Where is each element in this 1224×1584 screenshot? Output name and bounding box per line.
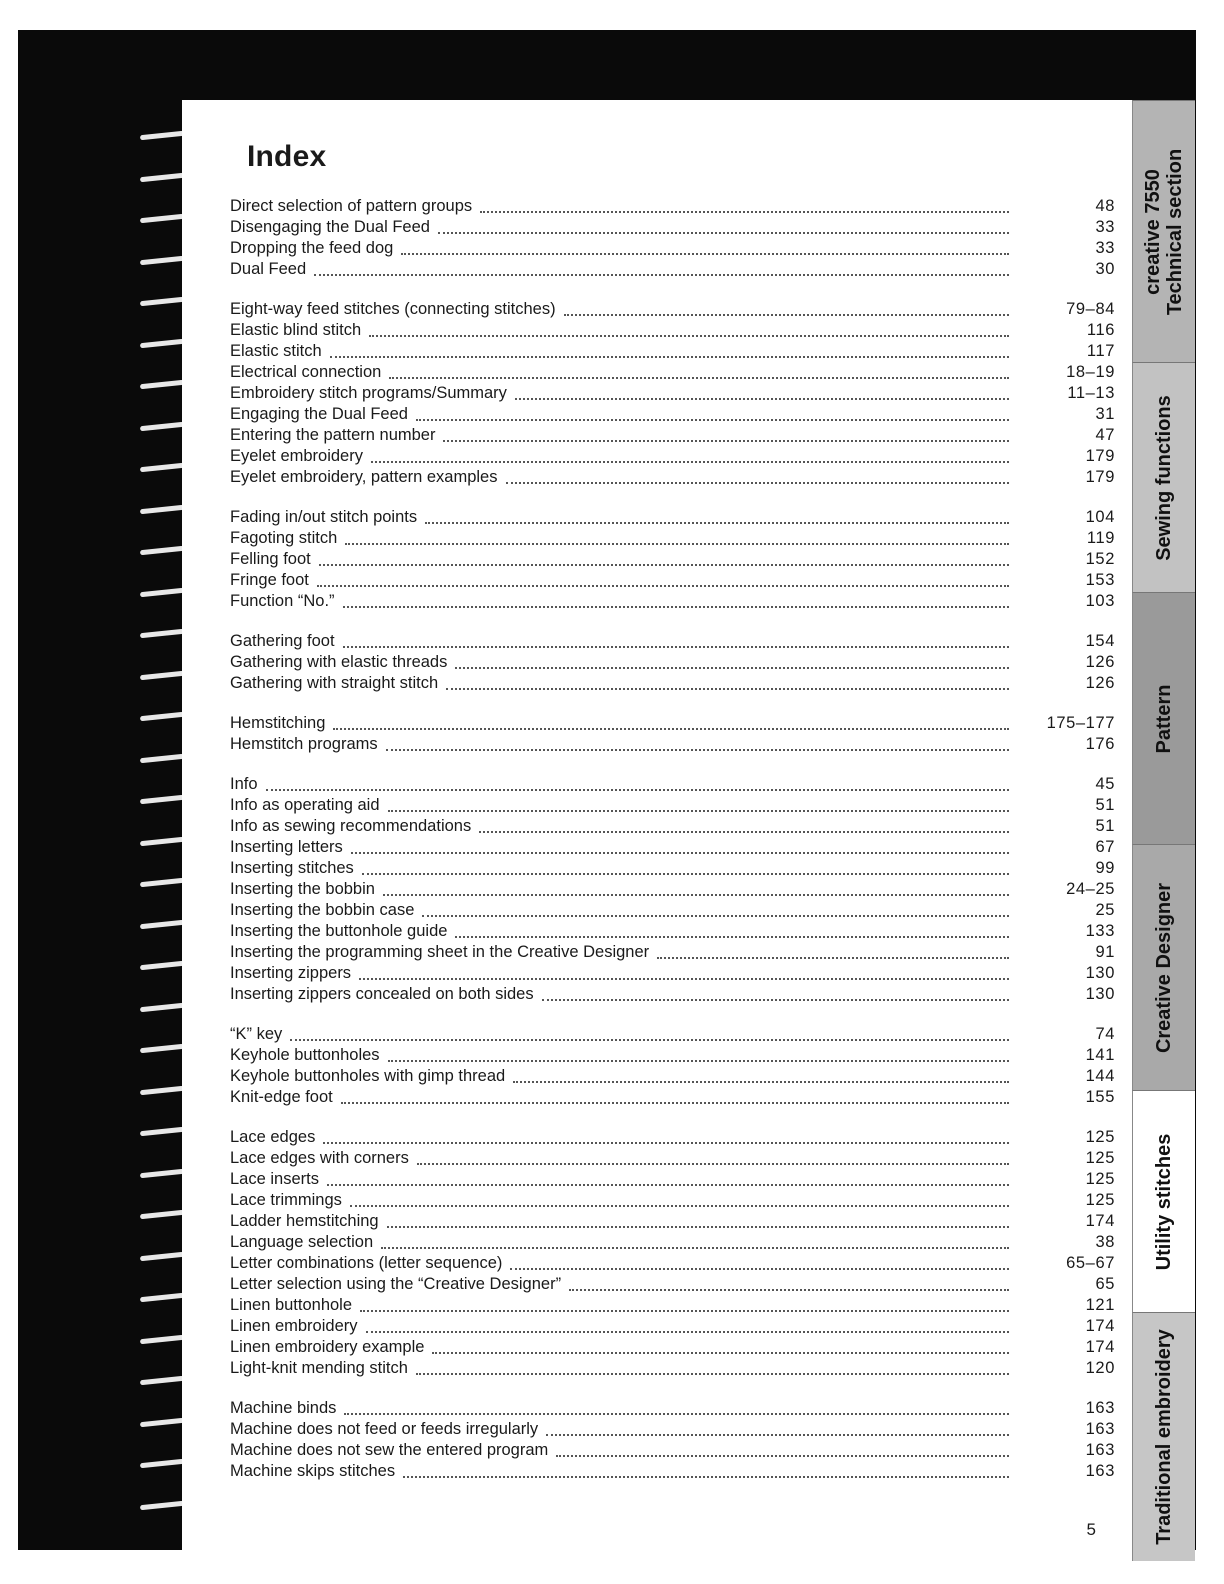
index-entry-label: Elastic stitch: [230, 342, 322, 360]
dot-leader: [371, 457, 1009, 463]
index-entry-label: Inserting the bobbin case: [230, 901, 415, 919]
dot-leader: [387, 1222, 1009, 1228]
index-entry: [230, 1045, 1115, 1066]
section-tab-label: [1142, 149, 1186, 315]
index-entry-label: Keyhole buttonholes: [230, 1046, 380, 1064]
index-entry-label: Machine does not sew the entered program: [230, 1441, 549, 1459]
index-entry-label: Keyhole buttonholes with gimp thread: [230, 1067, 506, 1085]
index-entry: [230, 1337, 1115, 1358]
index-entry-label: Inserting the buttonhole guide: [230, 922, 448, 940]
dot-leader: [432, 1348, 1009, 1354]
index-entry-label: Fading in/out stitch points: [230, 508, 418, 526]
index-entry-label: Dual Feed: [230, 260, 307, 278]
dot-leader: [515, 394, 1009, 400]
dot-leader: [506, 478, 1010, 484]
dot-leader: [343, 602, 1009, 608]
index-entry-label: Embroidery stitch programs/Summary: [230, 384, 507, 402]
index-entry-label: Eight-way feed stitches (connecting stitches): [230, 300, 556, 318]
index-entry: [230, 921, 1115, 942]
index-entry-page: 74: [1095, 1025, 1115, 1043]
index-list: [230, 196, 1115, 1501]
index-entry: [230, 858, 1115, 879]
section-tab[interactable]: [1132, 100, 1195, 363]
index-entry-page: 126: [1085, 674, 1115, 692]
dot-leader: [403, 1472, 1009, 1478]
index-entry-label: Disengaging the Dual Feed: [230, 218, 430, 236]
dot-leader: [323, 1138, 1009, 1144]
index-entry-page: 67: [1095, 838, 1115, 856]
dot-leader: [657, 953, 1009, 959]
section-tab[interactable]: [1132, 362, 1195, 593]
dot-leader: [546, 1430, 1009, 1436]
index-entry-page: 24–25: [1066, 880, 1115, 898]
index-entry-label: Eyelet embroidery, pattern examples: [230, 468, 498, 486]
index-entry-page: 179: [1085, 447, 1115, 465]
section-tab-line: Utility stitches: [1153, 1133, 1175, 1271]
index-entry: [230, 837, 1115, 858]
index-entry-page: 125: [1085, 1149, 1115, 1167]
index-entry-page: 33: [1095, 239, 1115, 257]
dot-leader: [389, 373, 1009, 379]
index-entry-label: Light-knit mending stitch: [230, 1359, 408, 1377]
dot-leader: [350, 1201, 1009, 1207]
index-entry: [230, 1066, 1115, 1087]
index-entry-page: 125: [1085, 1191, 1115, 1209]
index-entry: [230, 1461, 1115, 1482]
index-entry-label: Ladder hemstitching: [230, 1212, 379, 1230]
index-entry-label: Letter selection using the “Creative Designer”: [230, 1275, 562, 1293]
dot-leader: [556, 1451, 1009, 1457]
index-entry-label: Lace inserts: [230, 1170, 319, 1188]
index-entry: [230, 507, 1115, 528]
index-entry: [230, 1127, 1115, 1148]
section-tab-line: Creative Designer: [1153, 882, 1175, 1054]
index-entry-page: 120: [1085, 1359, 1115, 1377]
section-tab-line: Sewing functions: [1153, 395, 1175, 561]
section-tab-line: Pattern: [1153, 684, 1175, 754]
dot-leader: [542, 995, 1009, 1001]
index-entry: [230, 631, 1115, 652]
index-entry: [230, 1087, 1115, 1108]
dot-leader: [569, 1285, 1009, 1291]
dot-leader: [416, 415, 1009, 421]
index-entry: [230, 713, 1115, 734]
section-tab-label: [1153, 685, 1175, 754]
index-group: [230, 774, 1115, 1005]
index-entry-label: Fagoting stitch: [230, 529, 338, 547]
index-entry-label: Info as sewing recommendations: [230, 817, 472, 835]
index-entry-label: Machine does not feed or feeds irregularly: [230, 1420, 539, 1438]
index-entry: [230, 404, 1115, 425]
page-number: 5: [1086, 1520, 1096, 1539]
section-tab-label: [1153, 1329, 1175, 1545]
index-entry-page: 163: [1085, 1462, 1115, 1480]
index-entry-page: 51: [1095, 817, 1115, 835]
dot-leader: [362, 869, 1009, 875]
index-entry-label: Engaging the Dual Feed: [230, 405, 408, 423]
index-entry: [230, 1440, 1115, 1461]
index-entry-page: 99: [1095, 859, 1115, 877]
index-entry: [230, 259, 1115, 280]
dot-leader: [479, 827, 1009, 833]
index-entry-page: 133: [1085, 922, 1115, 940]
index-entry-page: 126: [1085, 653, 1115, 671]
dot-leader: [564, 310, 1009, 316]
dot-leader: [266, 785, 1009, 791]
index-entry-label: Felling foot: [230, 550, 311, 568]
index-entry: [230, 1398, 1115, 1419]
index-entry-page: 30: [1095, 260, 1115, 278]
index-entry-page: 175–177: [1046, 714, 1115, 732]
index-entry-page: 154: [1085, 632, 1115, 650]
dot-leader: [351, 848, 1009, 854]
index-entry: [230, 734, 1115, 755]
index-entry-label: Lace edges with corners: [230, 1149, 409, 1167]
section-tabs: [1132, 100, 1194, 1560]
index-entry: [230, 1169, 1115, 1190]
index-entry-page: 141: [1085, 1046, 1115, 1064]
index-entry-page: 65: [1095, 1275, 1115, 1293]
index-entry-page: 65–67: [1066, 1254, 1115, 1272]
index-entry-page: 31: [1095, 405, 1115, 423]
dot-leader: [314, 270, 1009, 276]
index-entry: [230, 673, 1115, 694]
index-group: [230, 1127, 1115, 1379]
index-entry-label: Linen embroidery: [230, 1317, 358, 1335]
index-entry-page: 163: [1085, 1399, 1115, 1417]
index-entry-page: 174: [1085, 1317, 1115, 1335]
dot-leader: [438, 228, 1009, 234]
dot-leader: [388, 1056, 1009, 1062]
index-entry: [230, 900, 1115, 921]
dot-leader: [513, 1077, 1009, 1083]
index-entry: [230, 549, 1115, 570]
dot-leader: [341, 1098, 1009, 1104]
index-entry: [230, 217, 1115, 238]
index-entry: [230, 879, 1115, 900]
index-entry-label: Entering the pattern number: [230, 426, 436, 444]
page-title: Index: [247, 140, 327, 173]
index-entry-page: 103: [1085, 592, 1115, 610]
index-group: [230, 631, 1115, 694]
index-entry-label: Machine binds: [230, 1399, 337, 1417]
index-entry: [230, 1024, 1115, 1045]
index-entry: [230, 570, 1115, 591]
index-entry-page: 116: [1086, 321, 1115, 339]
index-entry: [230, 1295, 1115, 1316]
index-entry-page: 163: [1085, 1420, 1115, 1438]
index-entry: [230, 795, 1115, 816]
index-entry-label: Electrical connection: [230, 363, 382, 381]
dot-leader: [386, 745, 1009, 751]
section-tab[interactable]: [1132, 592, 1195, 845]
section-tab-line: Technical section: [1164, 148, 1186, 316]
index-entry-label: Gathering with straight stitch: [230, 674, 439, 692]
dot-leader: [446, 684, 1009, 690]
index-entry-page: 174: [1085, 1212, 1115, 1230]
index-entry-label: Letter combinations (letter sequence): [230, 1254, 503, 1272]
index-entry-label: Language selection: [230, 1233, 374, 1251]
index-entry-label: Fringe foot: [230, 571, 309, 589]
dot-leader: [366, 1327, 1010, 1333]
dot-leader: [319, 560, 1009, 566]
index-entry-label: Function “No.”: [230, 592, 335, 610]
index-entry: [230, 299, 1115, 320]
index-entry: [230, 942, 1115, 963]
dot-leader: [330, 352, 1009, 358]
index-entry-page: 155: [1085, 1088, 1115, 1106]
index-entry-page: 11–13: [1067, 384, 1115, 402]
index-entry-label: Info as operating aid: [230, 796, 380, 814]
dot-leader: [333, 724, 1009, 730]
index-entry-label: Direct selection of pattern groups: [230, 197, 473, 215]
index-entry-label: Elastic blind stitch: [230, 321, 362, 339]
index-entry-label: Dropping the feed dog: [230, 239, 394, 257]
index-entry: [230, 425, 1115, 446]
index-entry-page: 18–19: [1066, 363, 1115, 381]
dot-leader: [455, 932, 1009, 938]
index-entry: [230, 774, 1115, 795]
index-entry-label: Inserting zippers concealed on both sides: [230, 985, 534, 1003]
index-entry-page: 153: [1085, 571, 1115, 589]
index-entry-label: Gathering foot: [230, 632, 335, 650]
section-tab[interactable]: [1132, 844, 1195, 1091]
section-tab[interactable]: [1132, 1312, 1195, 1561]
index-entry: [230, 1211, 1115, 1232]
dot-leader: [443, 436, 1009, 442]
index-entry-label: Lace edges: [230, 1128, 316, 1146]
section-tab-label: [1153, 1134, 1175, 1271]
dot-leader: [388, 806, 1009, 812]
dot-leader: [510, 1264, 1009, 1270]
index-entry: [230, 652, 1115, 673]
dot-leader: [480, 207, 1009, 213]
dot-leader: [344, 1409, 1009, 1415]
index-entry: [230, 963, 1115, 984]
index-entry-label: Inserting zippers: [230, 964, 352, 982]
index-entry: [230, 1190, 1115, 1211]
index-entry-page: 144: [1085, 1067, 1115, 1085]
index-entry-page: 125: [1085, 1170, 1115, 1188]
index-entry-page: 125: [1085, 1128, 1115, 1146]
index-group: [230, 507, 1115, 612]
index-group: [230, 1398, 1115, 1482]
index-entry: [230, 341, 1115, 362]
index-entry-label: Inserting letters: [230, 838, 343, 856]
index-group: [230, 299, 1115, 488]
index-entry: [230, 320, 1115, 341]
dot-leader: [327, 1180, 1009, 1186]
index-entry-label: Inserting stitches: [230, 859, 354, 877]
index-group: [230, 196, 1115, 280]
index-entry-page: 174: [1085, 1338, 1115, 1356]
index-entry-page: 130: [1085, 985, 1115, 1003]
index-entry-label: Machine skips stitches: [230, 1462, 396, 1480]
dot-leader: [317, 581, 1009, 587]
index-entry: [230, 816, 1115, 837]
dot-leader: [360, 1306, 1009, 1312]
dot-leader: [290, 1035, 1009, 1041]
index-entry-label: Knit-edge foot: [230, 1088, 333, 1106]
dot-leader: [359, 974, 1009, 980]
index-entry-label: Info: [230, 775, 258, 793]
index-entry-page: 152: [1085, 550, 1115, 568]
dot-leader: [345, 539, 1009, 545]
index-entry-page: 163: [1085, 1441, 1115, 1459]
index-entry-page: 179: [1085, 468, 1115, 486]
section-tab-line: Traditional embroidery: [1153, 1329, 1175, 1545]
index-entry: [230, 196, 1115, 217]
dot-leader: [425, 518, 1009, 524]
dot-leader: [343, 642, 1009, 648]
dot-leader: [381, 1243, 1009, 1249]
index-entry-page: 25: [1095, 901, 1115, 919]
index-entry: [230, 1316, 1115, 1337]
dot-leader: [383, 890, 1009, 896]
index-group: [230, 713, 1115, 755]
index-entry: [230, 1232, 1115, 1253]
dot-leader: [455, 663, 1009, 669]
index-entry: [230, 1148, 1115, 1169]
index-entry: [230, 1253, 1115, 1274]
index-entry: [230, 528, 1115, 549]
index-entry: [230, 1358, 1115, 1379]
index-entry: [230, 984, 1115, 1005]
index-entry-label: Hemstitching: [230, 714, 326, 732]
section-tab-label: [1153, 395, 1175, 561]
index-entry-page: 51: [1095, 796, 1115, 814]
index-entry-page: 47: [1095, 426, 1115, 444]
index-entry: [230, 591, 1115, 612]
index-entry-label: Inserting the programming sheet in the Creative Designer: [230, 943, 650, 961]
index-entry-page: 117: [1086, 342, 1115, 360]
dot-leader: [422, 911, 1009, 917]
section-tab-label: [1153, 883, 1175, 1053]
dot-leader: [416, 1369, 1009, 1375]
index-entry-label: Inserting the bobbin: [230, 880, 375, 898]
index-entry: [230, 238, 1115, 259]
index-entry: [230, 467, 1115, 488]
index-entry-page: 48: [1095, 197, 1115, 215]
index-entry-label: Linen buttonhole: [230, 1296, 353, 1314]
dot-leader: [401, 249, 1009, 255]
index-entry: [230, 362, 1115, 383]
index-entry-page: 91: [1095, 943, 1115, 961]
index-entry: [230, 383, 1115, 404]
index-entry-label: Hemstitch programs: [230, 735, 378, 753]
index-entry-page: 38: [1095, 1233, 1115, 1251]
section-tab-line: creative 7550: [1142, 169, 1164, 295]
index-entry-label: Linen embroidery example: [230, 1338, 425, 1356]
index-entry-page: 121: [1085, 1296, 1115, 1314]
index-entry-page: 119: [1086, 529, 1115, 547]
index-entry-label: “K” key: [230, 1025, 283, 1043]
dot-leader: [417, 1159, 1009, 1165]
index-entry-label: Eyelet embroidery: [230, 447, 363, 465]
index-entry-page: 104: [1085, 508, 1115, 526]
index-entry: [230, 446, 1115, 467]
index-entry-page: 33: [1095, 218, 1115, 236]
index-entry-page: 45: [1095, 775, 1115, 793]
dot-leader: [369, 331, 1009, 337]
index-entry: [230, 1274, 1115, 1295]
index-entry-label: Gathering with elastic threads: [230, 653, 448, 671]
index-entry-page: 130: [1085, 964, 1115, 982]
index-entry-label: Lace trimmings: [230, 1191, 342, 1209]
section-tab[interactable]: [1132, 1090, 1195, 1313]
index-entry-page: 176: [1085, 735, 1115, 753]
index-entry-page: 79–84: [1066, 300, 1115, 318]
index-entry: [230, 1419, 1115, 1440]
index-group: [230, 1024, 1115, 1108]
